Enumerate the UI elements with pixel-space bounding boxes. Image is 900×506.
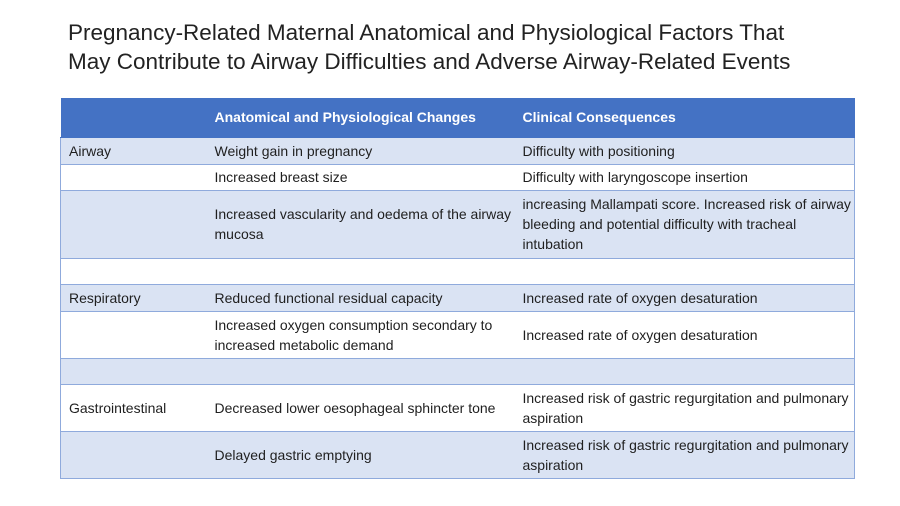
table-spacer-row [61, 258, 855, 284]
row-category: Airway [61, 137, 207, 164]
row-change: Weight gain in pregnancy [207, 137, 515, 164]
table-spacer-row [61, 358, 855, 384]
row-category [61, 311, 207, 358]
table-row [61, 284, 855, 311]
row-category [61, 258, 207, 284]
table-row [61, 164, 855, 190]
row-change [207, 258, 515, 284]
row-consequence: increasing Mallampati score. Increased risk of airway bleeding and potential difficulty with tracheal intubation [515, 190, 855, 258]
row-change: Increased vascularity and oedema of the airway mucosa [207, 190, 515, 258]
table-header-row [61, 98, 855, 137]
table-row [61, 431, 855, 478]
header-consequences: Clinical Consequences [515, 98, 855, 137]
airway-factors-table [60, 98, 855, 479]
row-change: Decreased lower oesophageal sphincter tone [207, 384, 515, 431]
table-row [61, 311, 855, 358]
row-change: Delayed gastric emptying [207, 431, 515, 478]
table-row [61, 190, 855, 258]
row-category [61, 164, 207, 190]
row-category: Gastrointestinal [61, 384, 207, 431]
row-consequence [515, 358, 855, 384]
row-category [61, 431, 207, 478]
slide-title [68, 18, 868, 76]
row-consequence [515, 258, 855, 284]
row-consequence: Increased risk of gastric regurgitation and pulmonary aspiration [515, 384, 855, 431]
slide-title-line-2: May Contribute to Airway Difficulties and Adverse Airway-Related Events [68, 49, 791, 74]
row-change: Reduced functional residual capacity [207, 284, 515, 311]
row-consequence: Difficulty with laryngoscope insertion [515, 164, 855, 190]
row-consequence: Difficulty with positioning [515, 137, 855, 164]
row-change [207, 358, 515, 384]
table-row [61, 137, 855, 164]
row-change: Increased oxygen consumption secondary to increased metabolic demand [207, 311, 515, 358]
row-category [61, 190, 207, 258]
row-consequence: Increased rate of oxygen desaturation [515, 284, 855, 311]
row-category: Respiratory [61, 284, 207, 311]
row-consequence: Increased risk of gastric regurgitation and pulmonary aspiration [515, 431, 855, 478]
header-changes: Anatomical and Physiological Changes [207, 98, 515, 137]
row-change: Increased breast size [207, 164, 515, 190]
header-category [61, 98, 207, 137]
row-consequence: Increased rate of oxygen desaturation [515, 311, 855, 358]
slide-title-line-1: Pregnancy-Related Maternal Anatomical and Physiological Factors That [68, 20, 785, 45]
row-category [61, 358, 207, 384]
table-row [61, 384, 855, 431]
